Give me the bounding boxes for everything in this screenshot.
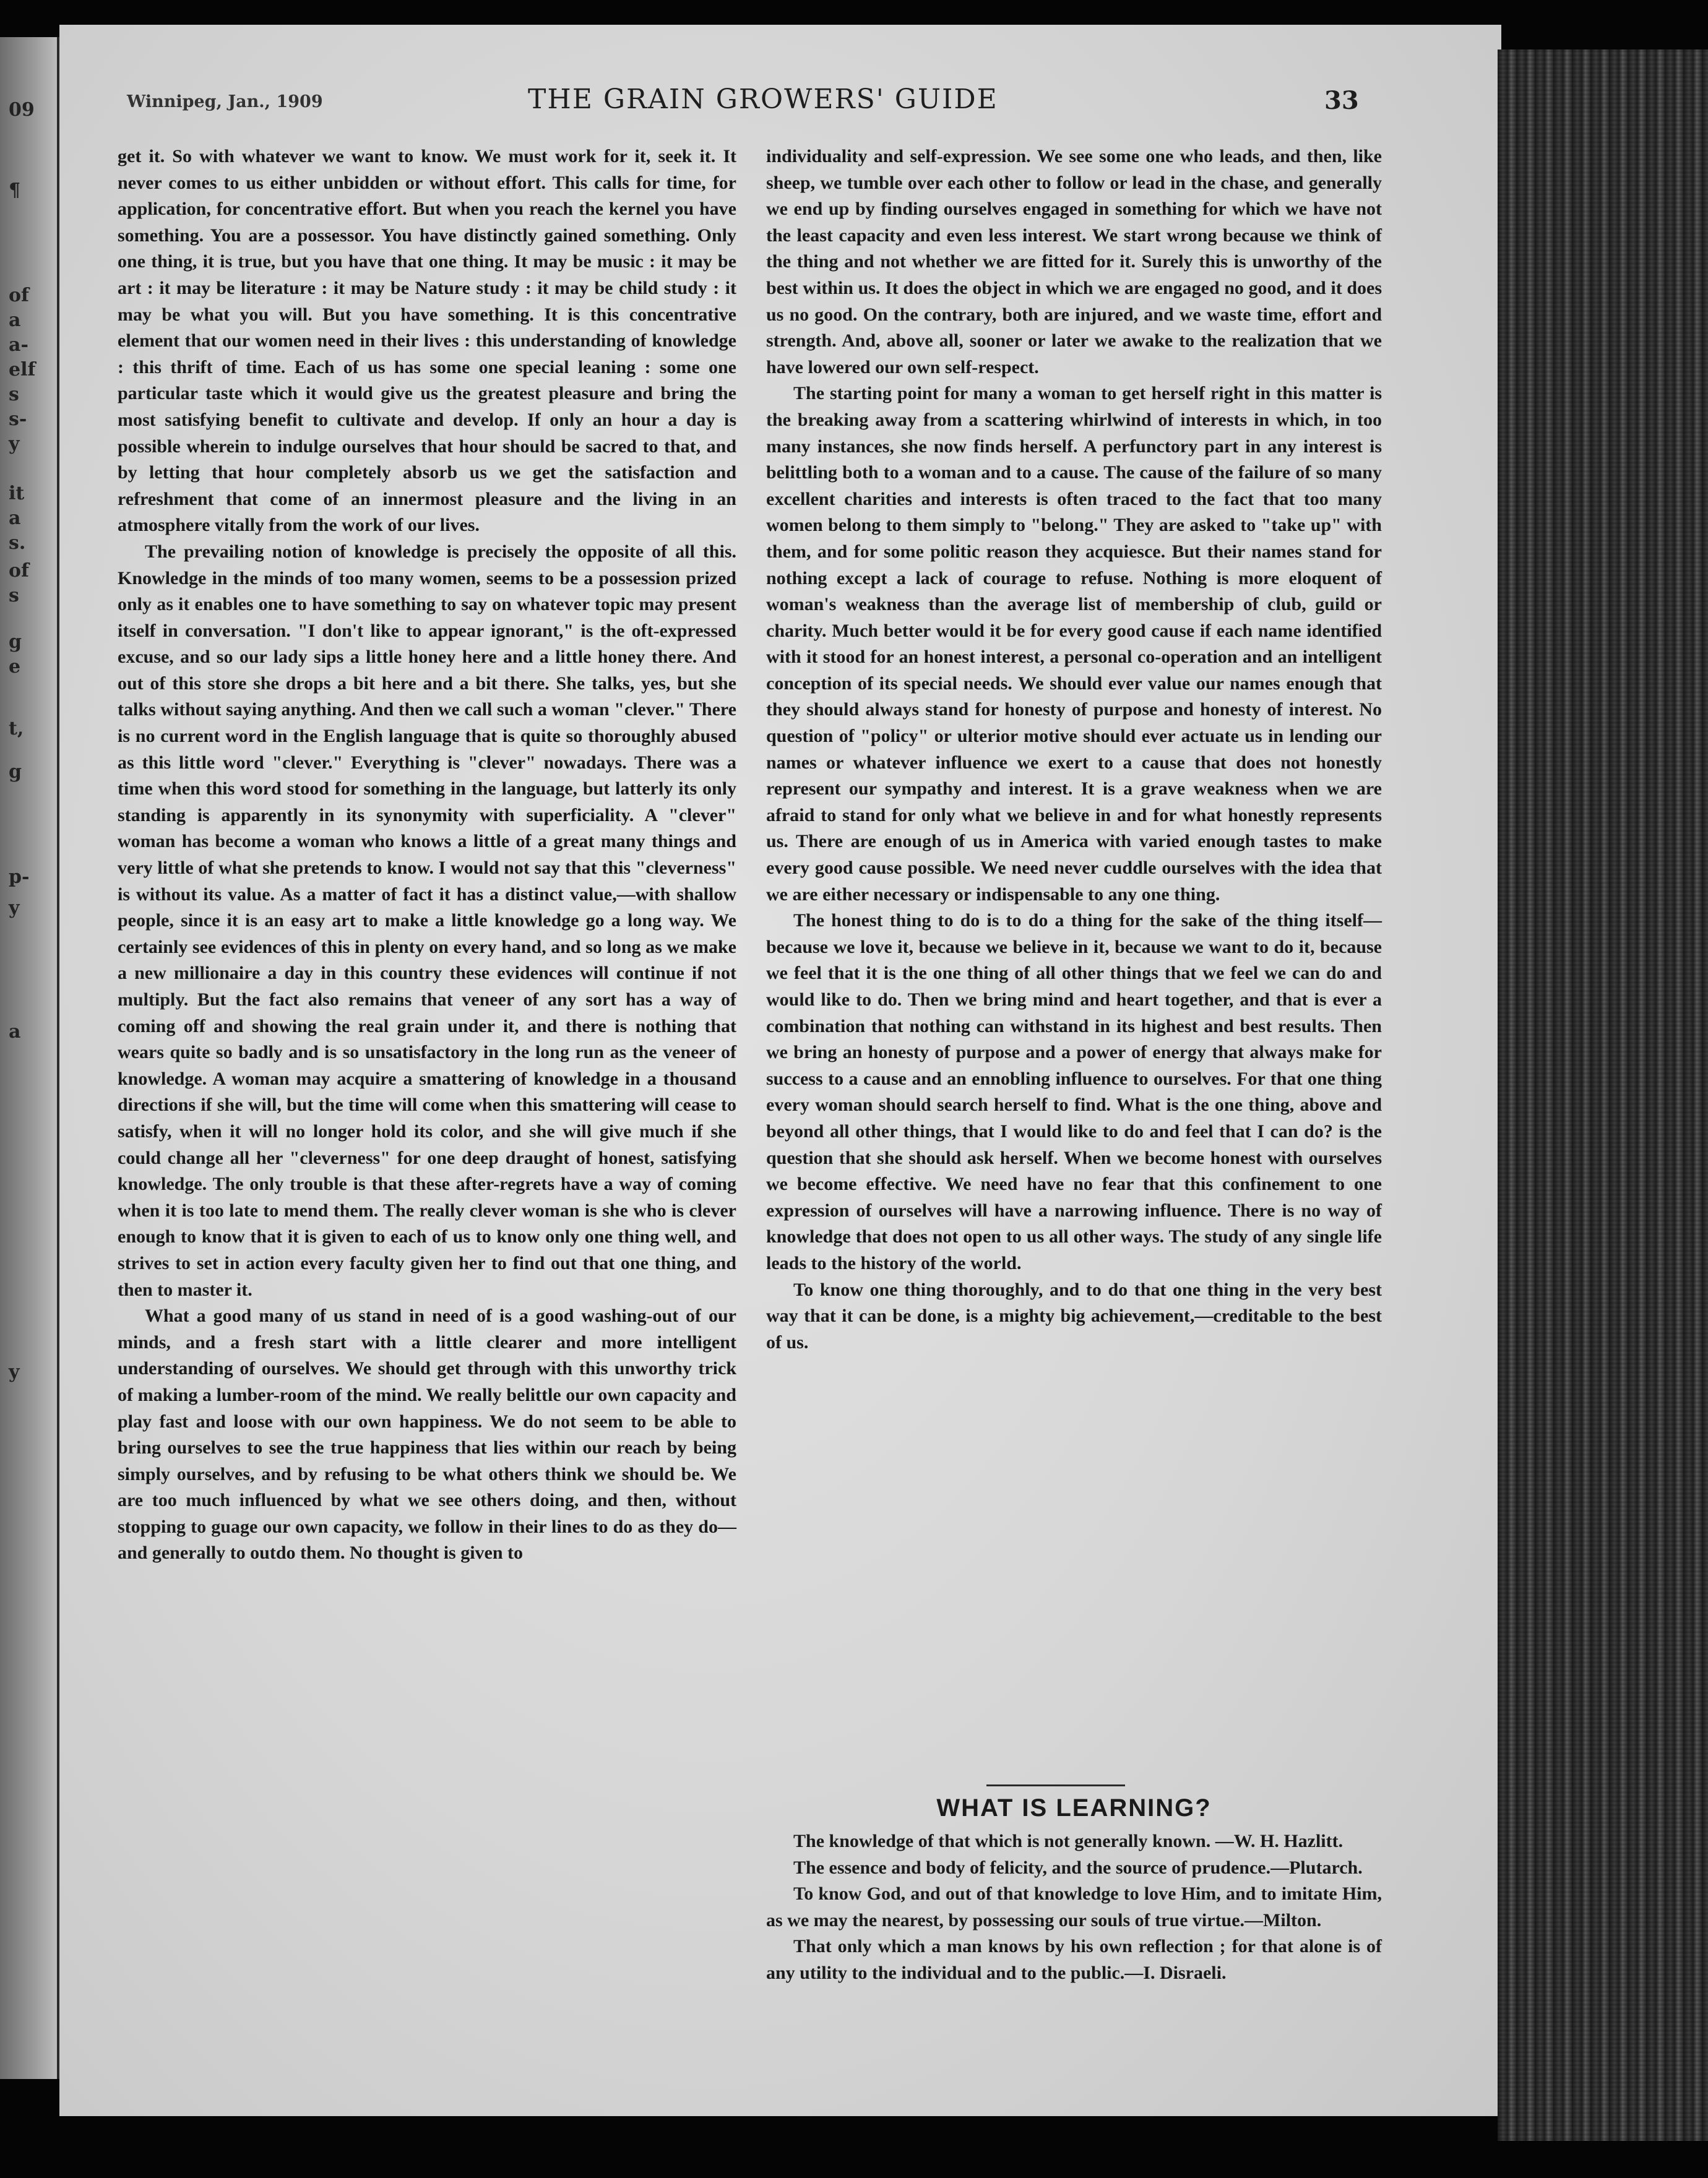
paragraph: What a good many of us stand in need of is a good washing-out of our minds, and a fresh start with a little clearer and more intelligent understanding of ourselves. We should get through with this unworthy trick of making a lumber-room of the mind. We really belittle our own capacity and play fast and loose with our own happiness. We do not seem to be able to bring ourselves to see the true happiness that lies within our reach by being simply ourselves, and by refusing to be what others think we should be. We are too much influenced by what we see others doing, and then, without stopping to guage our own capacity, we follow in their lines to do as they do—and generally to outdo them. No thought is given to [118,1306,736,1564]
left-text-column [118,144,736,1567]
fragment-text: s [9,384,19,405]
fragment-text: p- [9,866,30,888]
fragment-text: t, [9,718,24,739]
fragment-text: a- [9,334,28,356]
fragment-text: e [9,656,21,678]
paragraph: To know one thing thoroughly, and to do that one thing in the very best way that it can be done, is a mighty big achievement,—creditable to the best of us. [766,1279,1382,1353]
fragment-text: g [9,631,22,653]
fragment-text: of [9,285,29,306]
page-header [127,84,1365,127]
fragment-text: elf [9,359,36,381]
paragraph: The prevailing notion of knowledge is precisely the opposite of all this. Knowledge in the minds of too many women, seems to be a possession prized only as it enables one to have something to say on whatever topic may present itself in conversation. "I don't like to appear ignorant," is the oft-expressed excuse, and so our lady sips a little honey here and a little honey there. And out of this store she drops a bit here and a bit there. She talks, yes, but she talks without saying anything. And then we call such a woman "clever." There is no current word in the English language that is quite so thoroughly abused as this little word "clever." Everything is "clever" nowadays. There was a time when this word stood for something in the language, but latterly its only standing is apparently in its synonymity with superficiality. A "clever" woman has become a woman who knows a little of a great many things and very little of what she pretends to know. I would not say that this "cleverness" is without its value. As a matter of fact it has a distinct value,—with shallow people, since it is an easy art to make a little knowledge go a long way. We certainly see evidences of this in plenty on every hand, and so long as we make a new millionaire a day in this country these evidences will continue if not multiply. But the fact also remains that veneer of any sort has a way of coming off and showing the real grain under it, and there is nothing that wears quite so badly and is so unsatisfactory in the long run as the veneer of knowledge. A woman may acquire a smattering of knowledge in a thousand directions if she will, but the time will come when this smattering will cease to satisfy, when it will no longer hold its color, and she will give much if she could change all her "cleverness" for one deep draught of honest, satisfying knowledge. The only trouble is that these after-regrets have a way of coming when it is too late to mend them. The really clever woman is she who is clever enough to know that it is given to each of us to know only one thing well, and strives to set in action every faculty given her to find out that one thing, and then to master it. [118,541,736,1300]
section-divider [986,1784,1125,1786]
fragment-text: s. [9,532,26,554]
quotes-block [766,1828,1382,1987]
fragment-text: a [9,309,21,331]
publication-title: THE GRAIN GROWERS' GUIDE [528,84,998,115]
paragraph: The starting point for many a woman to get herself right in this matter is the breaking away from a scattering whirlwind of interests in which, in too many instances, she now finds herself. A perfunctory part in any interest is belittling both to a woman and to a cause. The cause of the failure of so many excellent charities and interests is often traced to the fact that too many women belong to them simply to "belong." They are asked to "take up" with them, and for some politic reason they acquiesce. But their names stand for nothing except a lack of courage to refuse. Nothing is more eloquent of woman's weakness than the average list of membership of club, guild or charity. Much better would it be for every good cause if each name identified with it stood for an honest interest, a personal co-operation and an intelligent conception of its special needs. We should ever value our names enough that they should always stand for honesty of purpose and honesty of interest. No question of "policy" or ulterior motive should ever actuate us in lending our names or whatever influence we exert to a cause that does not honestly represent our sympathy and interest. It is a grave weakness when we are afraid to stand for only what we believe in and for what honestly represents us. There are enough of us in America with varied enough tastes to make every good cause possible. We need never cuddle ourselves with the idea that we are either necessary or indispensable to any one thing. [766,383,1382,905]
fragment-text: s [9,585,19,606]
fragment-text: ¶ [9,179,21,201]
quote: The essence and body of felicity, and the source of prudence.—Plutarch. [793,1857,1363,1878]
left-page-fragment [0,37,61,2079]
paragraph: individuality and self-expression. We see some one who leads, and then, like sheep, we tumble over each other to follow or lead in the chase, and generally we end up by finding ourselves engaged in something for which we have not the least capacity and even less interest. We start wrong because we think of the thing and not whether we are fitted for it. Surely this is unworthy of the best within us. It does the object in which we are engaged no good, and it does us no good. On the contrary, both are injured, and we waste time, effort and strength. And, above all, sooner or later we awake to the realization that we have lowered our own self-respect. [766,146,1382,377]
fragment-text: s- [9,408,27,430]
quote: To know God, and out of that knowledge to love Him, and to imitate Him, as we may the nearest, by possessing our souls of true virtue.—Milton. [766,1883,1382,1930]
quote: That only which a man knows by his own reflection ; for that alone is of any utility to the individual and to the public.—I. Disraeli. [766,1936,1382,1983]
book-binding-edge [1498,50,1708,2141]
header-date: Winnipeg, Jan., 1909 [127,92,323,111]
fragment-text: g [9,761,22,783]
paragraph: The honest thing to do is to do a thing for the sake of the thing itself—because we love it, because we believe in it, because we want to do it, because we feel that it is the one thing of all other things that we feel we can do and would like to do. Then we bring mind and heart together, and that is ever a combination that nothing can withstand in its highest and best results. Then we bring an honesty of purpose and a power of energy that always make for success to a cause and an ennobling influence to ourselves. For that one thing every woman should search herself to find. What is the one thing, above and beyond all other things, that I would like to do and feel that I can do? is the question that she should ask herself. When we become honest with ourselves we become effective. We need have no fear that this confinement to one expression of ourselves will have a narrowing influence. There is no way of knowledge that does not open to us all other ways. The study of any single life leads to the history of the world. [766,910,1382,1273]
fragment-text: it [9,483,25,504]
paragraph: get it. So with whatever we want to know. We must work for it, seek it. It never comes to us either unbidden or without effort. This calls for time, for application, for concentrative effort. But when you reach the kernel you have something. You are a possessor. You have distinctly gained something. Only one thing, it is true, but you have that one thing. It may be music : it may be art : it may be literature : it may be Nature study : it may be child study : it may be what you will. But you have something. It is this concentrative element that our women need in their lives : this understanding of knowledge : this thrift of time. Each of us has some one special leaning : some one particular taste which it would give us the greatest pleasure and bring the most satisfying benefit to cultivate and develop. If only an hour a day is possible wherein to indulge ourselves that hour should be sacred to that, and by letting that hour completely absorb us we get the satisfaction and refreshment that come of an innermost pleasure and the living in an atmosphere vitally from the work of our lives. [118,146,736,536]
fragment-text: of [9,560,29,582]
section-heading: WHAT IS LEARNING? [936,1794,1212,1822]
fragment-text: y [9,897,20,919]
fragment-text: y [9,1361,20,1383]
page-number: 33 [1324,86,1359,115]
fragment-text: y [9,433,20,455]
fragment-text: 09 [9,99,35,121]
fragment-text: a [9,1021,21,1043]
fragment-text: a [9,507,21,529]
quote: The knowledge of that which is not generally known. —W. H. Hazlitt. [793,1831,1344,1851]
right-text-column [766,144,1382,1356]
